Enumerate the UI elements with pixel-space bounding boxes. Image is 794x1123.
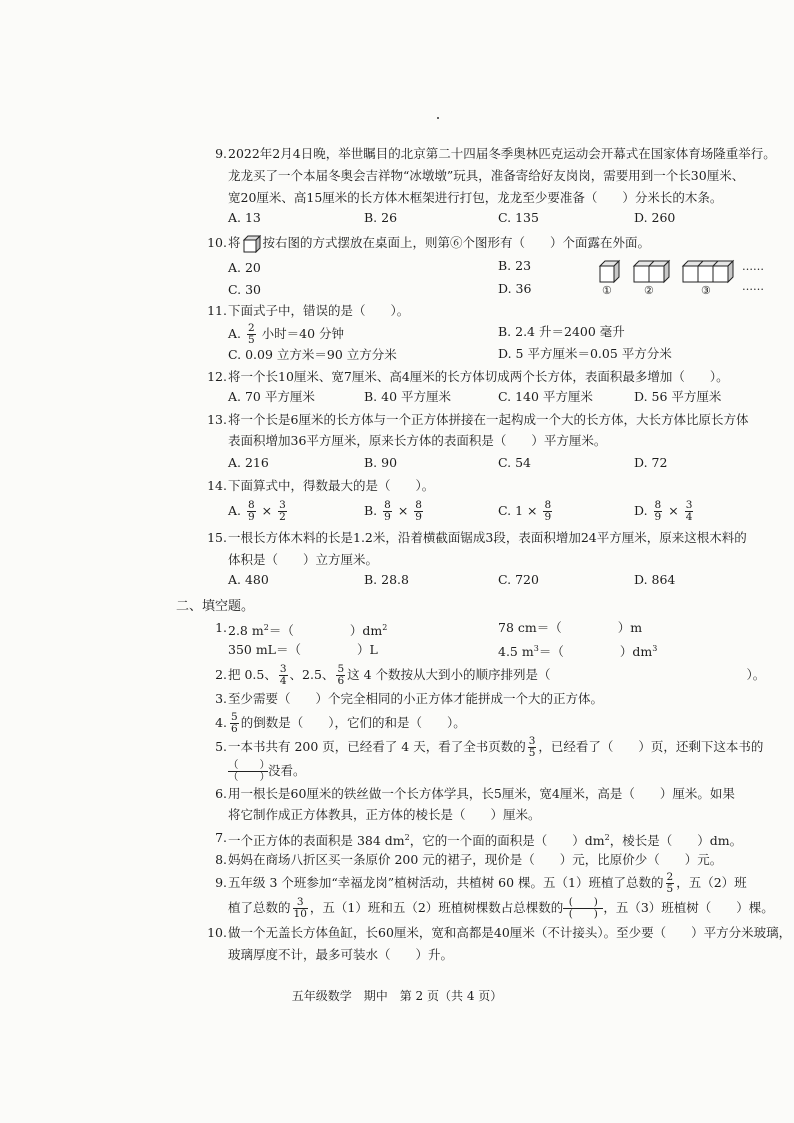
fraction: $\frac{3}{2}$ [279,499,286,523]
q9-opt-a: A. 13 [228,210,261,225]
q11-opt-c: C. 0.09 立方米＝90 立方分米 [228,347,397,362]
q11-opt-d: D. 5 平方厘米＝0.05 平方分米 [498,346,672,361]
fig-ellipsis-2: …… [742,280,764,293]
fraction: $\frac{5}{6}$ [231,711,238,735]
q11-opt-b: B. 2.4 升＝2400 毫升 [498,324,625,339]
fig-label-1: ① [602,284,612,297]
q14-opt-a: A. $\frac{8}{9}$ × $\frac{3}{2}$ [228,499,286,523]
q12-opt-b: B. 40 平方厘米 [364,389,452,404]
q13-opt-a: A. 216 [228,455,269,470]
q12-opt-c: C. 140 平方厘米 [498,389,593,404]
q10-opt-a: A. 20 [228,260,261,275]
cube-arrangement-figure [598,258,778,300]
q15-opt-c: C. 720 [498,572,539,587]
q13-opt-b: B. 90 [364,455,398,470]
blank-fraction: $\frac{( )}{( )}$ [563,897,603,920]
fraction: $\frac{8}{9}$ [384,499,391,523]
fraction: $\frac{2}{5}$ [666,871,674,895]
fraction: $\frac{8}{9}$ [654,499,662,523]
q15-opt-d: D. 864 [634,572,676,587]
fraction: $\frac{8}{9}$ [544,499,552,523]
fig-label-2: ② [644,284,654,297]
section-title-fill-in: 二、填空题。 [176,599,255,614]
q9-opt-c: C. 135 [498,210,539,225]
q15-opt-b: B. 28.8 [364,572,409,587]
q13-opt-c: C. 54 [498,455,531,470]
fig-ellipsis-1: …… [742,260,764,273]
fraction: $\frac{8}{9}$ [415,499,422,523]
fraction: $\frac{3}{10}$ [293,896,307,920]
q9-opt-b: B. 26 [364,210,398,225]
fraction: $\frac{8}{9}$ [248,499,255,523]
fill-question-1b: 78 cm＝（ ）m [498,620,643,635]
fraction: $\frac{5}{6}$ [337,663,345,687]
q13-opt-d: D. 72 [634,455,668,470]
q12-opt-a: A. 70 平方厘米 [228,389,315,404]
fraction: $\frac{3}{4}$ [685,499,693,523]
page-footer: 五年级数学 期中 第 2 页（共 4 页） [291,989,503,1003]
fraction: $\frac{3}{4}$ [279,663,287,687]
exam-page: 9. 2022年2月4日晚，举世瞩目的北京第二十四届冬季奥林匹克运动会开幕式在国家体育场隆重举行。 龙龙买了一个本届冬奥会吉祥物“冰墩墩”玩具，准备寄给好友岗岗，需要用到一个长30厘米、 宽20厘米、高15厘米的长方体木框架进行打包，龙龙至少要准备（ ）分米长的木条。 A. 13 B. 26 C. 135 D. 260 10. 将 按右图的方式摆放在桌面上，则第⑥个图形有（ ）个面露在外面。 A. 20 B. 23 C. 30 D. 36 …… …… ① ② ③ 11. 下面式子中，错误的是（ ）。 A. $\frac{2}{5}$ 小时＝40 分钟 B. 2.4 升＝2400 毫升 C. 0.09 立方米＝90 立方分米 D. 5 平方厘米＝0.05 平方分米 12. 将一个长10厘米、宽7厘米、高4厘米的长方体切成两个长方体，表面积最多增加（ ）。 A. 70 平方厘米 B. 40 平方厘米 C. 140 平方厘米 D. 56 平方厘米 13. 将一个长是6厘米的长方体与一个正方体拼接在一起构成一个大的长方体，大长方体比原长方体 表面积增加36平方厘米，原来长方体的表面积是（ ）平方厘米。 A. 216 B. 90 C. 54 D. 72 14. 下面算式中，得数最大的是（ ）。 A. $\frac{8}{9}$ × $\frac{3}{2}$ B. $\frac{8}{9}$ × $\frac{8}{9}$ C. 1 × $\frac{8}{9}$ D. $\frac{8}{9}$ × $\frac{3}{4}$ 15. 一根长方体木料的长是1.2米，沿着横截面锯成3段，表面积增加24平方厘米，原来这根木料的 体积是（ ）立方厘米。 A. 480 B. 28.8 C. 720 D. 864 二、填空题。 1. 2.8 $m^2=$（ ）$dm^2$ 78 cm＝（ ）m 350 mL＝（ ）L 4.5 $m^3=$（ ）$dm^3$ 2. 把 0.5、 $\frac{3}{4}$ 、2.5、 $\frac{5}{6}$ 这 4 个数按从大到小的顺序排列是（ ）。 3. 至少需要（ ）个完全相同的小正方体才能拼成一个大的正方体。 4. $\frac{5}{6}$ 的倒数是（ ），它们的和是（ ）。 5. 一本书共有 200 页，已经看了 4 天，看了全书页数的 $\frac{3}{5}$ ，已经看了（ ）页，还剩下这本书的 $\frac{( )}{( )}$没看。 6. 用一根长是60厘米的铁丝做一个长方体学具，长5厘米，宽4厘米，高是（ ）厘米。如果 将它制作成正方体教具，正方体的棱长是（ ）厘米。 7. 一个正方体的表面积是 384 $dm^2$，它的一个面的面积是（ ）$dm^2$，棱长是（ ）dm。 8. 妈妈在商场八折区买一条原价 200 元的裙子，现价是（ ）元，比原价少（ ）元。 9. 五年级 3 个班参加“幸福龙岗”植树活动，共植树 60 棵。五（1）班植了总数的 $\frac{2}{5}$ ，五（2）班 植了总数的 $\frac{3}{10}$ ，五（1）班和五（2）班植树棵数占总棵数的 $\frac{( )}{( )}$，五（3）班植树（ ）棵。 10. 做一个无盖长方体鱼缸，长60厘米，宽和高都是40厘米（不计接头）。至少要（ ）平方分米玻璃， 玻璃厚度不计，最多可装水（ ）升。 五年级数学 期中 第 2 页（共 4 页） [0,0,794,1123]
speck [437,117,439,119]
fill-question-1c: 350 mL＝（ ）L [228,642,378,657]
q12-opt-d: D. 56 平方厘米 [634,389,722,404]
q14-opt-b: B. $\frac{8}{9}$ × $\frac{8}{9}$ [364,499,422,523]
q10-opt-d: D. 36 [498,281,532,296]
blank-fraction: $\frac{( )}{( )}$ [228,759,270,783]
fill-question-5-l2: $\frac{( )}{( )}$没看。 [228,759,306,783]
q14-opt-d: D. $\frac{8}{9}$ × $\frac{3}{4}$ [634,499,693,523]
fig-label-3: ③ [701,284,711,297]
q10-opt-c: C. 30 [228,282,261,297]
cube-icon [243,235,261,253]
q15-opt-a: A. 480 [228,572,269,587]
q9-opt-d: D. 260 [634,210,676,225]
fraction: $\frac{2}{5}$ [248,322,255,346]
q11-opt-a: A. $\frac{2}{5}$ 小时＝40 分钟 [228,322,345,346]
fill-question-1d: 4.5 $m^3=$（ ）$dm^3$ [498,644,658,660]
fraction: $\frac{3}{5}$ [528,735,536,759]
q10-opt-b: B. 23 [498,258,532,273]
q9-line1: 2022年2月4日晚，举世瞩目的北京第二十四届冬季奥林匹克运动会开幕式在国家体育场隆重举行。 [228,146,776,161]
q14-opt-c: C. 1 × $\frac{8}{9}$ [498,499,552,523]
